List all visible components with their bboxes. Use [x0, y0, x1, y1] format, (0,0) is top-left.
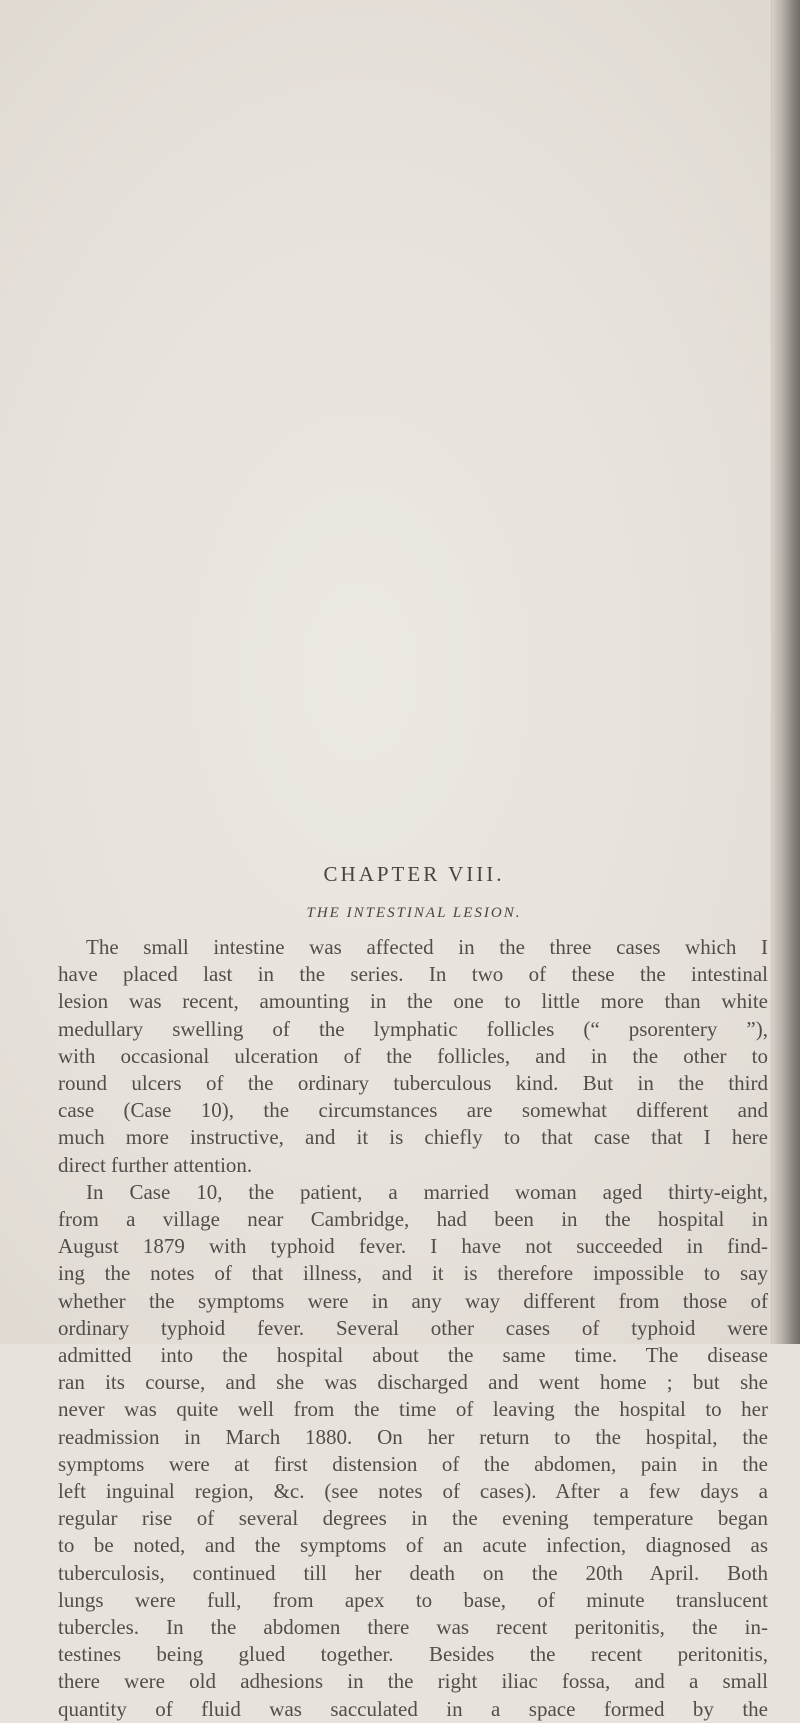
text-line: much more instructive, and it is chiefly to that case that I here	[58, 1125, 768, 1150]
text-line: admitted into the hospital about the same time. The disease	[58, 1343, 768, 1368]
text-line: have placed last in the series. In two of these the intestinal	[58, 962, 768, 987]
text-line: quantity of fluid was sacculated in a space formed by the	[58, 1696, 768, 1721]
text-line: readmission in March 1880. On her return to the hospital, the	[58, 1424, 768, 1449]
text-line: ran its course, and she was discharged and went home ; but she	[58, 1370, 768, 1395]
text-line: never was quite well from the time of leaving the hospital to her	[58, 1397, 768, 1422]
text-line: case (Case 10), the circumstances are somewhat different and	[58, 1098, 768, 1123]
text-line: with occasional ulceration of the follicles, and in the other to	[58, 1043, 768, 1068]
text-line: ordinary typhoid fever. Several other cases of typhoid were	[58, 1315, 768, 1340]
text-line: The small intestine was affected in the three cases which I	[86, 935, 768, 959]
chapter-heading: CHAPTER VIII.	[323, 862, 505, 886]
text-line: from a village near Cambridge, had been in the hospital in	[58, 1207, 768, 1232]
text-line: regular rise of several degrees in the evening temperature began	[58, 1506, 768, 1531]
text-line: direct further attention.	[58, 1152, 253, 1177]
chapter-subtitle: THE INTESTINAL LESION.	[306, 905, 522, 921]
text-line: testines being glued together. Besides the recent peritonitis,	[58, 1642, 768, 1667]
text-line: In Case 10, the patient, a married woman aged thirty-eight,	[86, 1179, 768, 1204]
paragraph-1	[58, 934, 768, 1179]
text-line: ing the notes of that illness, and it is therefore impossible to say	[58, 1261, 768, 1286]
text-line: whether the symptoms were in any way different from those of	[58, 1288, 768, 1313]
body-text	[58, 934, 768, 1723]
text-line: lungs were full, from apex to base, of minute translucent	[58, 1587, 768, 1612]
book-gutter	[772, 0, 800, 1344]
text-line: round ulcers of the ordinary tuberculous kind. But in the third	[58, 1071, 768, 1096]
text-line: medullary swelling of the lymphatic follicles (“ psorentery ”),	[58, 1016, 768, 1041]
text-line: tubercles. In the abdomen there was recent peritonitis, the in-	[58, 1615, 768, 1640]
text-line: August 1879 with typhoid fever. I have not succeeded in find-	[58, 1234, 768, 1259]
text-line: there were old adhesions in the right iliac fossa, and a small	[58, 1669, 768, 1694]
text-line: lesion was recent, amounting in the one to little more than white	[58, 989, 768, 1014]
paragraph-2	[58, 1179, 768, 1723]
text-line: symptoms were at first distension of the abdomen, pain in the	[58, 1451, 768, 1476]
text-line: tuberculosis, continued till her death on the 20th April. Both	[58, 1560, 768, 1585]
text-line: left inguinal region, &c. (see notes of cases). After a few days a	[58, 1479, 768, 1504]
text-line: to be noted, and the symptoms of an acute infection, diagnosed as	[58, 1533, 768, 1558]
